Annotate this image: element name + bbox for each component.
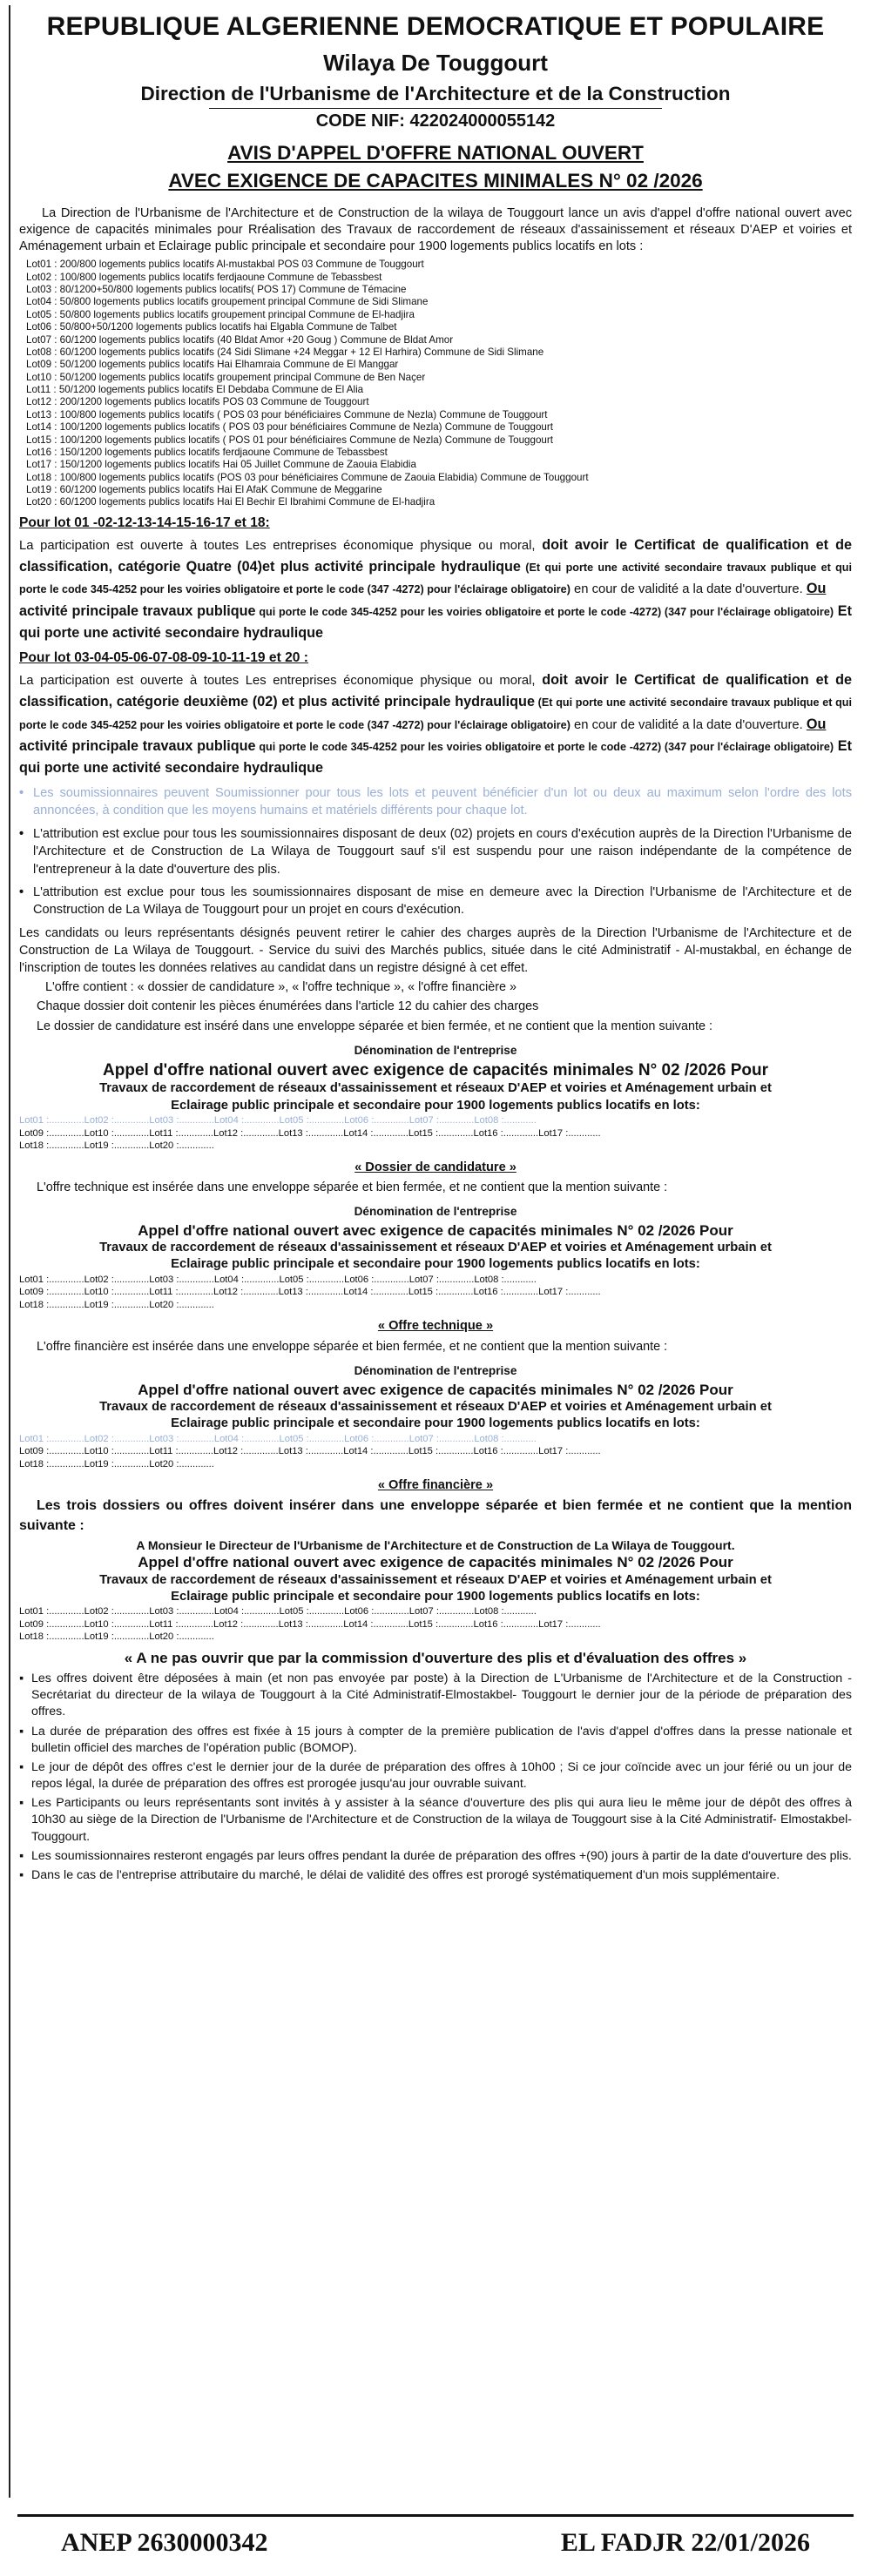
appel-title: Appel d'offre national ouvert avec exigence de capacités minimales N° 02 /2026 Pour [138,1381,733,1398]
lot-fill-line: Lot01 :.............Lot02 :.............Lot03 :.............Lot04 :.............Lot05 :.............Lot06 :.............Lot07 :.............Lot08 :............ [19,1606,537,1618]
label-dossier-candidature: « Dossier de candidature » [354,1160,517,1174]
section2-heading: Pour lot 03-04-05-06-07-08-09-10-11-19 et 20 : [19,649,308,665]
lot-item: Lot11 : 50/1200 logements publics locatifs El Debdaba Commune de El Alia [26,384,364,396]
lot-item: Lot19 : 60/1200 logements publics locatifs Hai El AfaK Commune de Meggarine [26,484,382,496]
trois-dossiers: Les trois dossiers ou offres doivent insérer dans une enveloppe séparée et bien fermée et ne contient que la mention suivante : [19,1498,852,1533]
appel-title: Appel d'offre national ouvert avec exigence de capacités minimales N° 02 /2026 Pour [138,1222,733,1239]
technique-intro: L'offre technique est insérée dans une enveloppe séparée et bien fermée, et ne contient que la mention suivante : [37,1180,668,1194]
denomination-label: Dénomination de l'entreprise [354,1363,517,1377]
chaque-dossier: Chaque dossier doit contenir les pièces énumérées dans l'article 12 du cahier des charges [37,999,539,1014]
lot-fill-line: Lot09 :.............Lot10 :.............Lot11 :.............Lot12 :.............Lot13 :.............Lot14 :.............Lot15 :.............Lot16 :.............Lot17 :............ [19,1287,601,1298]
wilaya-title: Wilaya De Touggourt [323,49,548,76]
lot-fill-line: Lot09 :.............Lot10 :.............Lot11 :.............Lot12 :.............Lot13 :.............Lot14 :.............Lot15 :.............Lot16 :.............Lot17 :............ [19,1446,601,1457]
lot-item: Lot09 : 50/1200 logements publics locatifs Hai Elhamraia Commune de El Manggar [26,359,399,371]
point-ouverture: ▪ Les Participants ou leurs représentants sont invités à y assister à la séance d'ouverture des plis qui aura lieu le même jour de dépôt des offres à 10h30 au siège de la Direction de l'Urbanisme de l'Architecture et de Construction de la wilaya de Touggourt sise à la Cité Administratif- Elmostakbel- Touggourt. [19,1795,852,1846]
lot-item: Lot04 : 50/800 logements publics locatifs groupement principal Commune de Sidi Slimane [26,296,429,308]
ne-pas-ouvrir: « A ne pas ouvrir que par la commission d'ouverture des plis et d'évaluation des offres » [124,1649,747,1666]
appel-subtitle-1: Travaux de raccordement de réseaux d'assainissement et réseaux D'AEP et voiries et Aménagement urbain et [99,1241,772,1255]
section1-p1-bold: doit avoir le Certificat de qualification et de classification, catégorie Quatre (04)et plus activité principale hydraulique [19,537,852,575]
section2-p1: La participation est ouverte à toutes Les entreprises économique physique ou moral, [19,674,543,689]
section2-p1-small: (Et qui porte une activité secondaire travaux publique et qui porte le code 345-4252 pour les voiries obligatoire et porte le code (347 -4272) pour l'éclairage obligatoire) [19,696,852,731]
direction-title: Direction de l'Urbanisme de l'Architecture et de la Construction [140,83,731,104]
lots-list [26,259,852,509]
lot-fill-line: Lot01 :.............Lot02 :.............Lot03 :.............Lot04 :.............Lot05 :.............Lot06 :.............Lot07 :.............Lot08 :............ [19,1433,537,1444]
point-duree: ▪ La durée de préparation des offres est fixée à 15 jours à compter de la première publication de l'avis d'appel d'offres dans la presse nationale et bulletin officiel des marches de l'opération public (BOMOP). [19,1724,852,1757]
nif-code: CODE NIF: 422024000055142 [209,108,662,132]
lot-item: Lot05 : 50/800 logements publics locatifs groupement principal Commune de El-hadjira [26,308,415,320]
denomination-label: Dénomination de l'entreprise [354,1043,517,1057]
lot-fill-line: Lot09 :.............Lot10 :.............Lot11 :.............Lot12 :.............Lot13 :.............Lot14 :.............Lot15 :.............Lot16 :.............Lot17 :............ [19,1127,601,1139]
dossier-candidature-intro: Le dossier de candidature est inséré dans une enveloppe séparée et bien fermée, et ne contient que la mention suivante : [37,1019,713,1033]
lot-item: Lot10 : 50/1200 logements publics locatifs groupement principal Commune de Ben Naçer [26,371,426,383]
monsieur-le-directeur: A Monsieur le Directeur de l'Urbanisme de l'Architecture et de Construction de La Wilaya de Touggourt. [136,1538,735,1553]
section2-p1-end: en cour de validité a la date d'ouverture. [570,717,807,732]
lot-item: Lot12 : 200/1200 logements publics locatifs POS 03 Commune de Touggourt [26,396,369,408]
denomination-label: Dénomination de l'entreprise [354,1205,517,1219]
section2-p1-bold: doit avoir le Certificat de qualification et de classification, catégorie deuxième (02) et plus activité principale hydraulique [19,672,852,710]
lot-item: Lot17 : 150/1200 logements publics locatifs Hai 05 Juillet Commune de Zaouia Elabidia [26,459,416,471]
section1-p2-end: Et qui porte une activité secondaire hydraulique [19,602,852,641]
footer-newspaper: EL FADJR 22/01/2026 [560,2527,810,2557]
country-title: REPUBLIQUE ALGERIENNE DEMOCRATIQUE ET POPULAIRE [46,12,825,41]
section1-ou: Ou [806,581,827,597]
appel-subtitle-1: Travaux de raccordement de réseaux d'assainissement et réseaux D'AEP et voiries et Aménagement urbain et [99,1400,772,1415]
bullet-lots-limit: • Les soumissionnaires peuvent Soumissionner pour tous les lots et peuvent bénéficier d'un lot ou deux au maximum selon l'ordre des lots annoncées, à condition que les moyens humains et matériels différents pour chaque lot. [19,784,852,820]
appel-subtitle-2: Eclairage public principale et secondaire pour 1900 logements publics locatifs en lots: [171,1098,700,1113]
appel-subtitle-2: Eclairage public principale et secondaire pour 1900 logements publics locatifs en lots: [171,1257,700,1272]
lot-fill-line: Lot18 :.............Lot19 :.............Lot20 :............. [19,1299,214,1310]
lot-item: Lot20 : 60/1200 logements publics locatifs Hai El Bechir El Ibrahimi Commune de El-hadjira [26,496,436,508]
lot-fill-line: Lot09 :.............Lot10 :.............Lot11 :.............Lot12 :.............Lot13 :.............Lot14 :.............Lot15 :.............Lot16 :.............Lot17 :............ [19,1618,601,1630]
left-border-line [9,5,10,2498]
offre-contient: L'offre contient : « dossier de candidature », « l'offre technique », « l'offre financière » [45,980,517,995]
section1-heading: Pour lot 01 -02-12-13-14-15-16-17 et 18: [19,515,270,530]
lot-item: Lot06 : 50/800+50/1200 logements publics locatifs hai Elgabla Commune de Talbet [26,321,397,333]
lot-item: Lot01 : 200/800 logements publics locatifs Al-mustakbal POS 03 Commune de Touggourt [26,259,424,271]
appel-subtitle-1: Travaux de raccordement de réseaux d'assainissement et réseaux D'AEP et voiries et Aménagement urbain et [99,1572,772,1587]
label-offre-technique: « Offre technique » [377,1319,494,1334]
lot-fill-line: Lot18 :.............Lot19 :.............Lot20 :............. [19,1631,214,1643]
point-engagement: ▪ Les soumissionnaires resteront engagés par leurs offres pendant la durée de préparation des offres +(90) jours à partir de la date d'ouverture des plis. [19,1848,852,1865]
point-jour-depot: ▪ Le jour de dépôt des offres c'est le dernier jour de la durée de préparation des offres à 10h00 ; Si ce jour coïncide avec un jour férié ou un jour de repos légal, la durée de préparation des offres est prorogée jusqu'au jour ouvrable suivant. [19,1759,852,1792]
lot-item: Lot13 : 100/800 logements publics locatifs ( POS 03 pour bénéficiaires Commune de Nezla) Commune de Touggourt [26,408,548,420]
lot-item: Lot07 : 60/1200 logements publics locatifs (40 Bldat Amor +20 Goug ) Commune de Bldat Amor [26,333,454,346]
lot-item: Lot18 : 100/800 logements publics locatifs (POS 03 pour bénéficiaires Commune de Zaouia Elabidia) Commune de Touggourt [26,471,589,483]
section1-conditions [19,535,852,644]
notice-subtitle: AVEC EXIGENCE DE CAPACITES MINIMALES N° 02 /2026 [168,170,703,192]
footer [17,2514,854,2559]
lot-fill-line: Lot18 :.............Lot19 :.............Lot20 :............. [19,1140,214,1152]
financiere-intro: L'offre financière est insérée dans une enveloppe séparée et bien fermée, et ne contient que la mention suivante : [37,1339,668,1354]
lot-item: Lot08 : 60/1200 logements publics locatifs (24 Sidi Slimane +24 Meggar + 12 El Harhira) Commune de Sidi Slimane [26,346,544,358]
section1-p1: La participation est ouverte à toutes Les entreprises économique physique ou moral, [19,539,543,554]
lot-item: Lot16 : 150/1200 logements publics locatifs ferdjaoune Commune de Tebassbest [26,446,388,458]
appel-title: Appel d'offre national ouvert avec exigence de capacités minimales N° 02 /2026 Pour [103,1060,768,1079]
retrait-paragraph: Les candidats ou leurs représentants désignés peuvent retirer le cahier des charges auprès de la Direction l'Urbanisme de l'Architecture et de Construction de La Wilaya de Touggourt. - Service du suivi des Marchés publics, située dans le cité Administratif - Al-mustakbal, en échange de l'inscription de toutes les données relatives au candidat dans un registre désigné à cet effet. [19,925,852,976]
section1-p1-end: en cour de validité a la date d'ouverture. [570,582,807,597]
appel-title: Appel d'offre national ouvert avec exigence de capacités minimales N° 02 /2026 Pour [138,1554,733,1571]
appel-subtitle-1: Travaux de raccordement de réseaux d'assainissement et réseaux D'AEP et voiries et Aménagement urbain et [99,1081,772,1096]
lot-item: Lot15 : 100/1200 logements publics locatifs ( POS 01 pour bénéficiaires Commune de Nezla) Commune de Touggourt [26,434,553,446]
lot-fill-line: Lot18 :.............Lot19 :.............Lot20 :............. [19,1458,214,1470]
section2-p2-end: Et qui porte une activité secondaire hydraulique [19,737,852,776]
notice-title: AVIS D'APPEL D'OFFRE NATIONAL OUVERT [227,142,644,165]
intro-paragraph: La Direction de l'Urbanisme de l'Architecture et de Construction de la wilaya de Touggourt lance un avis d'appel d'offre national ouvert avec exigence de capacités minimales pour Rréalisation des Travaux de raccordement de réseaux d'assainissement et réseaux D'AEP et voiries et Aménagement urbain et Eclairage public principale et secondaire pour 1900 logements publics locatifs en lots : [19,206,852,254]
appel-subtitle-2: Eclairage public principale et secondaire pour 1900 logements publics locatifs en lots: [171,1589,700,1604]
lot-fill-line: Lot01 :.............Lot02 :.............Lot03 :.............Lot04 :.............Lot05 :.............Lot06 :.............Lot07 :.............Lot08 :............ [19,1114,537,1126]
section2-ou: Ou [806,716,827,732]
section2-p2-bold: activité principale travaux publique [19,737,256,754]
section1-p2-small: qui porte le code 345-4252 pour les voiries obligatoire et porte le code -4272) (347 pour l'éclairage obligatoire) [255,605,834,618]
section2-p2-small: qui porte le code 345-4252 pour les voiries obligatoire et porte le code -4272) (347 pour l'éclairage obligatoire) [255,740,834,753]
section1-p1-small: (Et qui porte une activité secondaire travaux publique et qui porte le code 345-4252 pour les voiries obligatoire et porte le code (347 -4272) pour l'éclairage obligatoire) [19,562,852,596]
lot-item: Lot02 : 100/800 logements publics locatifs ferdjaoune Commune de Tebassbest [26,271,382,283]
appel-subtitle-2: Eclairage public principale et secondaire pour 1900 logements publics locatifs en lots: [171,1416,700,1431]
section2-conditions [19,669,852,779]
lot-item: Lot03 : 80/1200+50/800 logements publics locatifs( POS 17) Commune de Témacine [26,284,407,296]
section1-p2-bold: activité principale travaux publique [19,602,256,619]
label-offre-financiere: « Offre financière » [377,1478,494,1493]
bullet-exclusion-projects: • L'attribution est exclue pour tous les soumissionnaires disposant de deux (02) projets en cours d'exécution auprès de la Direction l'Urbanisme de l'Architecture et de Construction de La Wilaya de Touggourt sauf s'il est suspendu pour une raison indépendante de la compétence de l'entrepreneur à la date d'ouverture des plis. [19,825,852,878]
lot-item: Lot14 : 100/1200 logements publics locatifs ( POS 03 pour bénéficiaires Commune de Nezla) Commune de Touggourt [26,421,553,434]
lot-fill-line: Lot01 :.............Lot02 :.............Lot03 :.............Lot04 :.............Lot05 :.............Lot06 :.............Lot07 :.............Lot08 :............ [19,1274,537,1285]
bullet-exclusion-notice: • L'attribution est exclue pour tous les soumissionnaires disposant de mise en demeure avec la Direction l'Urbanisme de l'Architecture et de Construction de La Wilaya de Touggourt pour un projet en cours d'exécution. [19,884,852,919]
point-validite: ▪ Dans le cas de l'entreprise attributaire du marché, le délai de validité des offres est prorogé systématiquement d'un mois supplémentaire. [19,1867,852,1884]
point-depot: ▪ Les offres doivent être déposées à main (et non pas envoyée par poste) à la Direction de L'Urbanisme de l'Architecture et de la Construction - Secrétariat du directeur de la wilaya de Touggourt à la Cité Administratif-Elmostakbel- Touggourt le dernier jour de la période de préparation des offres. [19,1671,852,1721]
footer-anep: ANEP 2630000342 [61,2527,268,2557]
